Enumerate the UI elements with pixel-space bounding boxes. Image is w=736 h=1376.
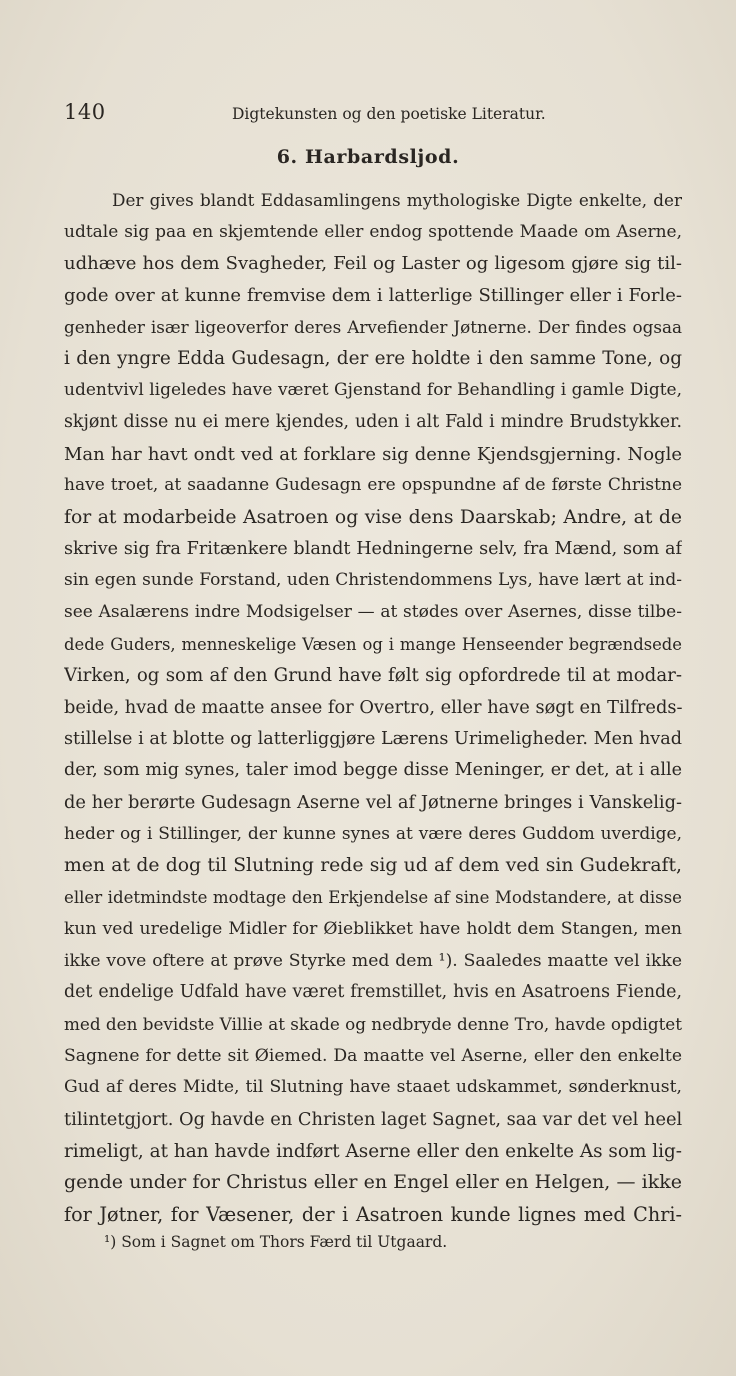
text-line: de her berørte Gudesagn Aserne vel af Jøtnerne bringes i Vanskelig- xyxy=(64,792,682,814)
text-line: der, som mig synes, taler imod begge disse Meninger, er det, at i alle xyxy=(64,760,682,781)
section-title: 6. Harbardsljod. xyxy=(276,146,460,168)
text-line: sin egen sunde Forstand, uden Christendommens Lys, have lært at ind- xyxy=(64,570,682,591)
text-line: genheder især ligeoverfor deres Arvefiender Jøtnerne. Der findes ogsaa xyxy=(64,316,682,337)
text-line: beide, hvad de maatte ansee for Overtro, eller have søgt en Tilfreds- xyxy=(64,697,682,718)
text-line: eller idetmindste modtage den Erkjendelse af sine Modstandere, at disse xyxy=(64,888,682,908)
text-line: heder og i Stillinger, der kunne synes at være deres Guddom uverdige, xyxy=(64,823,682,844)
text-line: med den bevidste Villie at skade og nedbryde denne Tro, havde opdigtet xyxy=(64,1013,682,1034)
text-line: men at de dog til Slutning rede sig ud af dem ved sin Gudekraft, xyxy=(64,855,682,877)
text-line: skrive sig fra Fritænkere blandt Hedningerne selv, fra Mænd, som af xyxy=(64,538,682,559)
page-number: 140 xyxy=(64,100,106,124)
text-line: for at modarbeide Asatroen og vise dens Daarskab; Andre, at de xyxy=(64,506,682,528)
text-line: have troet, at saadanne Gudesagn ere opspundne af de første Christne xyxy=(64,475,682,496)
text-line: ikke vove oftere at prøve Styrke med dem ¹). Saaledes maatte vel ikke xyxy=(64,950,682,971)
text-line: for Jøtner, for Væsener, der i Asatroen kunde lignes med Chri- xyxy=(64,1203,682,1226)
text-line: det endelige Udfald have været fremstillet, hvis en Asatroens Fiende, xyxy=(64,982,682,1003)
text-line: tilintetgjort. Og havde en Christen laget Sagnet, saa var det vel heel xyxy=(64,1108,682,1130)
text-line: see Asalærens indre Modsigelser — at stødes over Asernes, disse tilbe- xyxy=(64,601,682,622)
body-text xyxy=(64,185,682,1231)
text-line: Sagnene for dette sit Øiemed. Da maatte vel Aserne, eller den enkelte xyxy=(64,1045,682,1066)
text-line: gode over at kunne fremvise dem i latterlige Stillinger eller i Forle- xyxy=(64,285,682,307)
footnote: ¹) Som i Sagnet om Thors Færd til Utgaard. xyxy=(104,1233,448,1251)
text-line: udhæve hos dem Svagheder, Feil og Laster og ligesom gjøre sig til- xyxy=(64,253,682,275)
text-line: Virken, og som af den Grund have følt sig opfordrede til at modar- xyxy=(64,665,682,687)
text-line: dede Guders, menneskelige Væsen og i mange Henseender begrændsede xyxy=(64,634,682,654)
text-line: Gud af deres Midte, til Slutning have staaet udskammet, sønderknust, xyxy=(64,1077,682,1098)
text-line: Man har havt ondt ved at forklare sig denne Kjendsgjerning. Nogle xyxy=(64,443,682,465)
text-line: kun ved uredelige Midler for Øieblikket have holdt dem Stangen, men xyxy=(64,918,682,939)
text-line: udtale sig paa en skjemtende eller endog spottende Maade om Aserne, xyxy=(64,221,682,242)
running-title: Digtekunsten og den poetiske Literatur. xyxy=(232,105,546,123)
text-line: rimeligt, at han havde indført Aserne eller den enkelte As som lig- xyxy=(64,1140,682,1162)
text-line: Der gives blandt Eddasamlingens mythologiske Digte enkelte, der xyxy=(112,190,682,210)
text-line: udentvivl ligeledes have været Gjenstand for Behandling i gamle Digte, xyxy=(64,380,682,401)
text-line: i den yngre Edda Gudesagn, der ere holdte i den samme Tone, og xyxy=(64,348,682,370)
text-line: skjønt disse nu ei mere kjendes, uden i alt Fald i mindre Brudstykker. xyxy=(64,411,682,432)
text-line: stillelse i at blotte og latterliggjøre Lærens Urimeligheder. Men hvad xyxy=(64,728,682,749)
text-line: gende under for Christus eller en Engel eller en Helgen, — ikke xyxy=(64,1171,682,1194)
page-header xyxy=(64,100,546,130)
